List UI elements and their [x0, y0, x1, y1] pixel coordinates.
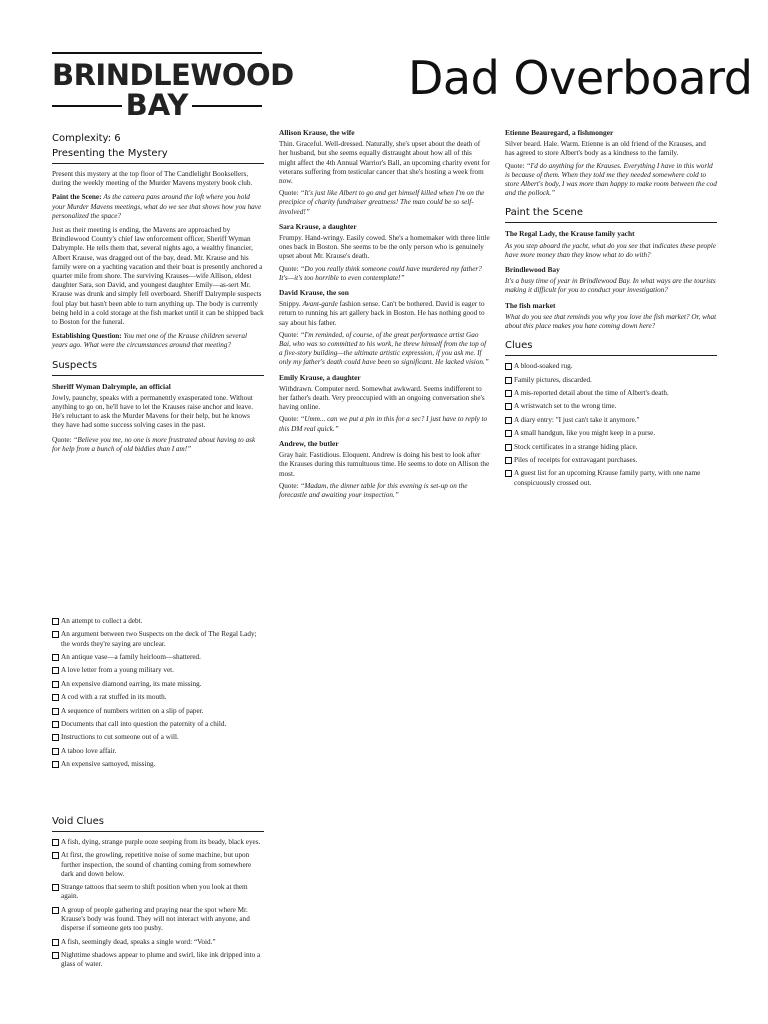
emily-name: Emily Krause, a daughter: [279, 372, 361, 382]
clue-text: At first, the growling, repetitive noise of some machine, but upon further inspection, the sound of chanting coming from somewhere dark and down below.: [61, 851, 252, 878]
clue-text: A fish, dying, strange purple ooze seeping from its beady, black eyes.: [61, 838, 261, 846]
fish-market-question: What do you see that reminds you why you love the fish market? Or, what about this place makes you hate coming down here?: [505, 312, 717, 331]
clue-item: [52, 707, 264, 716]
emily-quote: [279, 415, 490, 433]
checkbox-icon[interactable]: [505, 377, 512, 384]
suspects-heading: Suspects: [52, 359, 264, 376]
checkbox-icon[interactable]: [52, 839, 59, 846]
clue-item: [505, 429, 717, 438]
intro-text: Present this mystery at the top floor of The Candlelight Booksellers, during the weekly meeting of the Murder Mavens mystery book club.: [52, 170, 253, 188]
checkbox-icon[interactable]: [505, 403, 512, 410]
column-2: [279, 128, 490, 505]
checkbox-icon[interactable]: [52, 681, 59, 688]
checkbox-icon[interactable]: [52, 884, 59, 891]
column-3: [505, 128, 717, 492]
bay-name: Brindlewood Bay: [505, 265, 560, 275]
checkbox-icon[interactable]: [52, 952, 59, 959]
clue-text: A diary entry: "I just can't take it anymore.": [514, 415, 640, 424]
clue-text: A cod with a rat stuffed in its mouth.: [61, 693, 167, 702]
sheriff-name: Sheriff Wyman Dalrymple, an official: [52, 381, 171, 391]
clues-heading: Clues: [505, 339, 717, 356]
checkbox-icon[interactable]: [505, 444, 512, 451]
checkbox-icon[interactable]: [52, 721, 59, 728]
david-quote: [279, 331, 490, 368]
clue-item: [52, 680, 264, 689]
checkbox-icon[interactable]: [52, 734, 59, 741]
paint-label: Paint the Scene:: [52, 193, 102, 202]
quote-text: “Do you really think someone could have murdered my father? It's—it's too horrible to even contemplate!”: [279, 264, 482, 282]
checkbox-icon[interactable]: [52, 761, 59, 768]
allison-quote: [279, 189, 490, 217]
clue-text: An argument between two Suspects on the deck of The Regal Lady; the words they're saying are unclear.: [61, 630, 257, 648]
paint-the-scene-heading: Paint the Scene: [505, 206, 717, 223]
quote-text: “I'm reminded, of course, of the great performance artist Gao Bai, who was so committed to his work, he threw himself from the top of a five-story building—the ultimate artistic expression, if you ask me. If only my father's death could have been so significant. He lacked vision.”: [279, 330, 489, 367]
clue-item: [505, 416, 717, 425]
void-clues-section: [52, 815, 264, 974]
checkbox-icon[interactable]: [505, 417, 512, 424]
checkbox-icon[interactable]: [52, 939, 59, 946]
david-desc-part: fashion sense. Can't be bothered. David is eager to return to running his art gallery back in Boston. He has nothing good to say about his father.: [279, 300, 485, 327]
david-desc-italic: Avant-garde: [302, 300, 338, 309]
void-clues-heading: Void Clues: [52, 815, 264, 832]
yacht-name: The Regal Lady, the Krause family yacht: [505, 229, 635, 239]
clues-list: [505, 362, 717, 488]
andrew-description: Gray hair. Fastidious. Eloquent. Andrew is doing his best to look after the Krauses during this tumultuous time. He seems to dote on Allison the most.: [279, 451, 490, 478]
checkbox-icon[interactable]: [52, 667, 59, 674]
clue-text: Piles of receipts for extravagant purchases.: [514, 455, 638, 464]
quote-text: “Madam, the dinner table for this evening is set-up on the forecastle and awaiting your inspection.”: [279, 481, 468, 499]
quote-label: Quote:: [52, 435, 72, 444]
quote-label: Quote:: [279, 264, 299, 273]
clue-text: A guest list for an upcoming Krause family party, with one name conspicuously crossed out.: [514, 469, 701, 487]
establishing-question: [52, 332, 264, 350]
clue-item: [52, 883, 264, 901]
presenting-heading: Presenting the Mystery: [52, 147, 264, 164]
quote-label: Quote:: [279, 481, 299, 490]
quote-label: Quote:: [279, 189, 299, 198]
quote-label: Quote:: [505, 161, 525, 170]
etienne-name: Etienne Beauregard, a fishmonger: [505, 128, 614, 137]
checkbox-icon[interactable]: [52, 852, 59, 859]
void-clues-list: [52, 838, 264, 969]
fish-market-name: The fish market: [505, 300, 556, 310]
checkbox-icon[interactable]: [52, 907, 59, 914]
logo-line-2: BAY: [125, 88, 189, 122]
checkbox-icon[interactable]: [505, 430, 512, 437]
clue-text: An attempt to collect a debt.: [61, 617, 143, 625]
sara-quote: [279, 265, 490, 283]
david-desc-part: Snippy.: [279, 300, 303, 309]
etienne-quote: [505, 162, 717, 199]
column-1: [52, 128, 264, 459]
etienne-description: Silver beard. Hale. Warm. Etienne is an old friend of the Krauses, and has agreed to store Albert's body as a kindness to the family.: [505, 140, 706, 158]
quote-label: Quote:: [279, 330, 299, 339]
clue-text: An expensive samoyed, missing.: [61, 760, 156, 769]
paint-text: As the camera pans around the loft where you hold your Murder Mavens meetings, what do we see that shows how you have personalized the space?: [52, 193, 262, 220]
quote-text: “Believe you me, no one is more frustrated about having to ask for help from a bunch of old biddies than I am!”: [52, 435, 256, 453]
page-title: Dad Overboard: [408, 51, 753, 105]
clue-item: [52, 760, 264, 769]
paint-the-scene-prompt: [52, 193, 264, 221]
quote-label: Quote:: [279, 415, 299, 424]
complexity-label: Complexity: 6: [52, 133, 121, 144]
clue-item: [52, 617, 264, 626]
andrew-quote: [279, 482, 490, 500]
sara-name: Sara Krause, a daughter: [279, 221, 357, 231]
bay-question: It's a busy time of year in Brindlewood Bay. In what ways are the tourists making it difficult for you to conduct your investigation?: [505, 277, 716, 295]
logo-right-rule: [192, 105, 262, 107]
clue-text: Stock certificates in a strange hiding place.: [514, 442, 638, 451]
checkbox-icon[interactable]: [505, 363, 512, 370]
clue-item: [52, 951, 264, 969]
david-name: David Krause, the son: [279, 288, 349, 298]
clue-text: A sequence of numbers written on a slip of paper.: [61, 706, 204, 715]
clue-item: [52, 630, 264, 648]
clue-item: [505, 469, 717, 487]
clue-text: Documents that call into question the paternity of a child.: [61, 719, 227, 728]
andrew-name: Andrew, the butler: [279, 438, 339, 448]
checkbox-icon[interactable]: [52, 748, 59, 755]
quote-text: “I'd do anything for the Krauses. Everything I have in this world is because of them. When they told me they needed somewhere cold to store Albert's body, I was more than happy to make room between the cod and the pollock.”: [505, 161, 717, 198]
clue-item: [52, 666, 264, 675]
clue-item: [505, 362, 717, 371]
clue-text: A mis-reported detail about the time of Albert's death.: [514, 389, 669, 398]
story-text: Just as their meeting is ending, the Mavens are approached by Brindlewood County's chief law enforcement officer, Sheriff Wyman Dalrymple. He tells them that, several nights ago, a wealthy financier, Albert Krause, was dragged out of the bay, dead. Mr. Krause and his family were on a yachting vacation and their boat is presently anchored a quarter mile from shore. The surviving Krauses—wife Allison, eldest daughter Sara, son David, and youngest daughter Emily—as-sert Mr. Krause was drunk and simply fell overboard. Sheriff Dalrymple suspects foul play but hasn't been able to turn anything up. The body is currently being held in a cold storage at the fish market until it can be shipped back to Boston for the funeral.: [52, 226, 264, 327]
clue-text: A wristwatch set to the wrong time.: [514, 402, 617, 411]
checkbox-icon[interactable]: [52, 654, 59, 661]
lower-clues-section: [52, 617, 264, 774]
checkbox-icon[interactable]: [52, 694, 59, 701]
logo-top-rule: [52, 52, 262, 54]
clue-item: [505, 402, 717, 411]
david-description: [279, 300, 490, 328]
establishing-label: Establishing Question:: [52, 332, 122, 341]
clue-text: A taboo love affair.: [61, 746, 117, 755]
emily-description: Withdrawn. Computer nerd. Somewhat awkward. Seems indifferent to her father's death. Very preoccupied with an ongoing conversation she's having online.: [279, 384, 485, 412]
clue-item: [505, 376, 717, 385]
lower-clues-list: [52, 617, 264, 769]
establishing-text: You met one of the Krause children several years ago. What were the circumstances around that meeting?: [52, 332, 247, 350]
sheriff-quote: [52, 436, 264, 454]
clue-text: Family pictures, discarded.: [514, 375, 592, 384]
clue-item: [52, 938, 264, 947]
clue-text: Instructions to cut someone out of a will.: [61, 733, 179, 742]
clue-item: [52, 838, 264, 847]
clue-text: A small handgun, like you might keep in a purse.: [514, 429, 656, 438]
clue-text: A blood-soaked rug.: [514, 362, 573, 371]
sara-description: Frumpy. Hand-wringy. Easily cowed. She's a homemaker with three little ones back in Boston. She seems to be the only person who is genuinely upset about Mr. Krause's death.: [279, 234, 490, 261]
clue-item: [52, 851, 264, 879]
clue-item: [505, 389, 717, 398]
clue-item: [52, 693, 264, 702]
allison-name: Allison Krause, the wife: [279, 128, 355, 137]
clue-text: Strange tattoos that seem to shift position when you look at them again.: [61, 883, 248, 901]
clue-text: An antique vase—a family heirloom—shattered.: [61, 652, 201, 661]
sheriff-description: Jowly, paunchy, speaks with a permanently exasperated tone. Without anything to go on, he'll have to let the Krauses raise anchor and leave. He's reluctant to ask the Murder Mavens for their help, but he knows they have had some success solving cases in the past.: [52, 393, 254, 430]
quote-text: “It's just like Albert to go and get himself killed when I'm on the precipice of charity fundraiser greatness! The man could be so self-involved!”: [279, 189, 485, 216]
brindlewood-bay-logo: [52, 52, 294, 122]
checkbox-icon[interactable]: [505, 457, 512, 464]
clue-item: [505, 443, 717, 452]
checkbox-icon[interactable]: [52, 708, 59, 715]
clue-text: Nighttime shadows appear to plume and swirl, like ink dripped into a glass of water.: [61, 950, 261, 969]
clue-text: A fish, seemingly dead, speaks a single word: “Void.”: [61, 937, 216, 946]
logo-line-1: BRINDLEWOOD: [52, 58, 294, 92]
clue-text: A group of people gathering and praying near the spot where Mr. Krause's body was found. They will not interact with anyone, and disperse if someone gets too pushy.: [61, 905, 250, 933]
clue-text: An expensive diamond earring, its mate missing.: [61, 679, 202, 688]
checkbox-icon[interactable]: [505, 390, 512, 397]
clue-item: [52, 747, 264, 756]
clue-item: [52, 906, 264, 934]
clue-item: [505, 456, 717, 465]
checkbox-icon[interactable]: [52, 618, 59, 625]
clue-item: [52, 733, 264, 742]
checkbox-icon[interactable]: [505, 470, 512, 477]
clue-item: [52, 653, 264, 662]
clue-text: A love letter from a young military vet.: [61, 666, 174, 675]
yacht-question: As you step aboard the yacht, what do you see that indicates these people have more money than they know what to do with?: [505, 241, 716, 259]
checkbox-icon[interactable]: [52, 631, 59, 638]
quote-text: “Umm... can we put a pin in this for a sec? I just have to reply to this DM real quick.”: [279, 415, 488, 433]
allison-description: Thin. Graceful. Well-dressed. Naturally, she's upset about the death of her husband, but she seems equally distraught about how all of this might affect the 4th Annual Warrior's Ball, an upcoming charity event for veterans suffering from testicular cancer that she's hosting a week from now.: [279, 140, 490, 186]
clue-item: [52, 720, 264, 729]
